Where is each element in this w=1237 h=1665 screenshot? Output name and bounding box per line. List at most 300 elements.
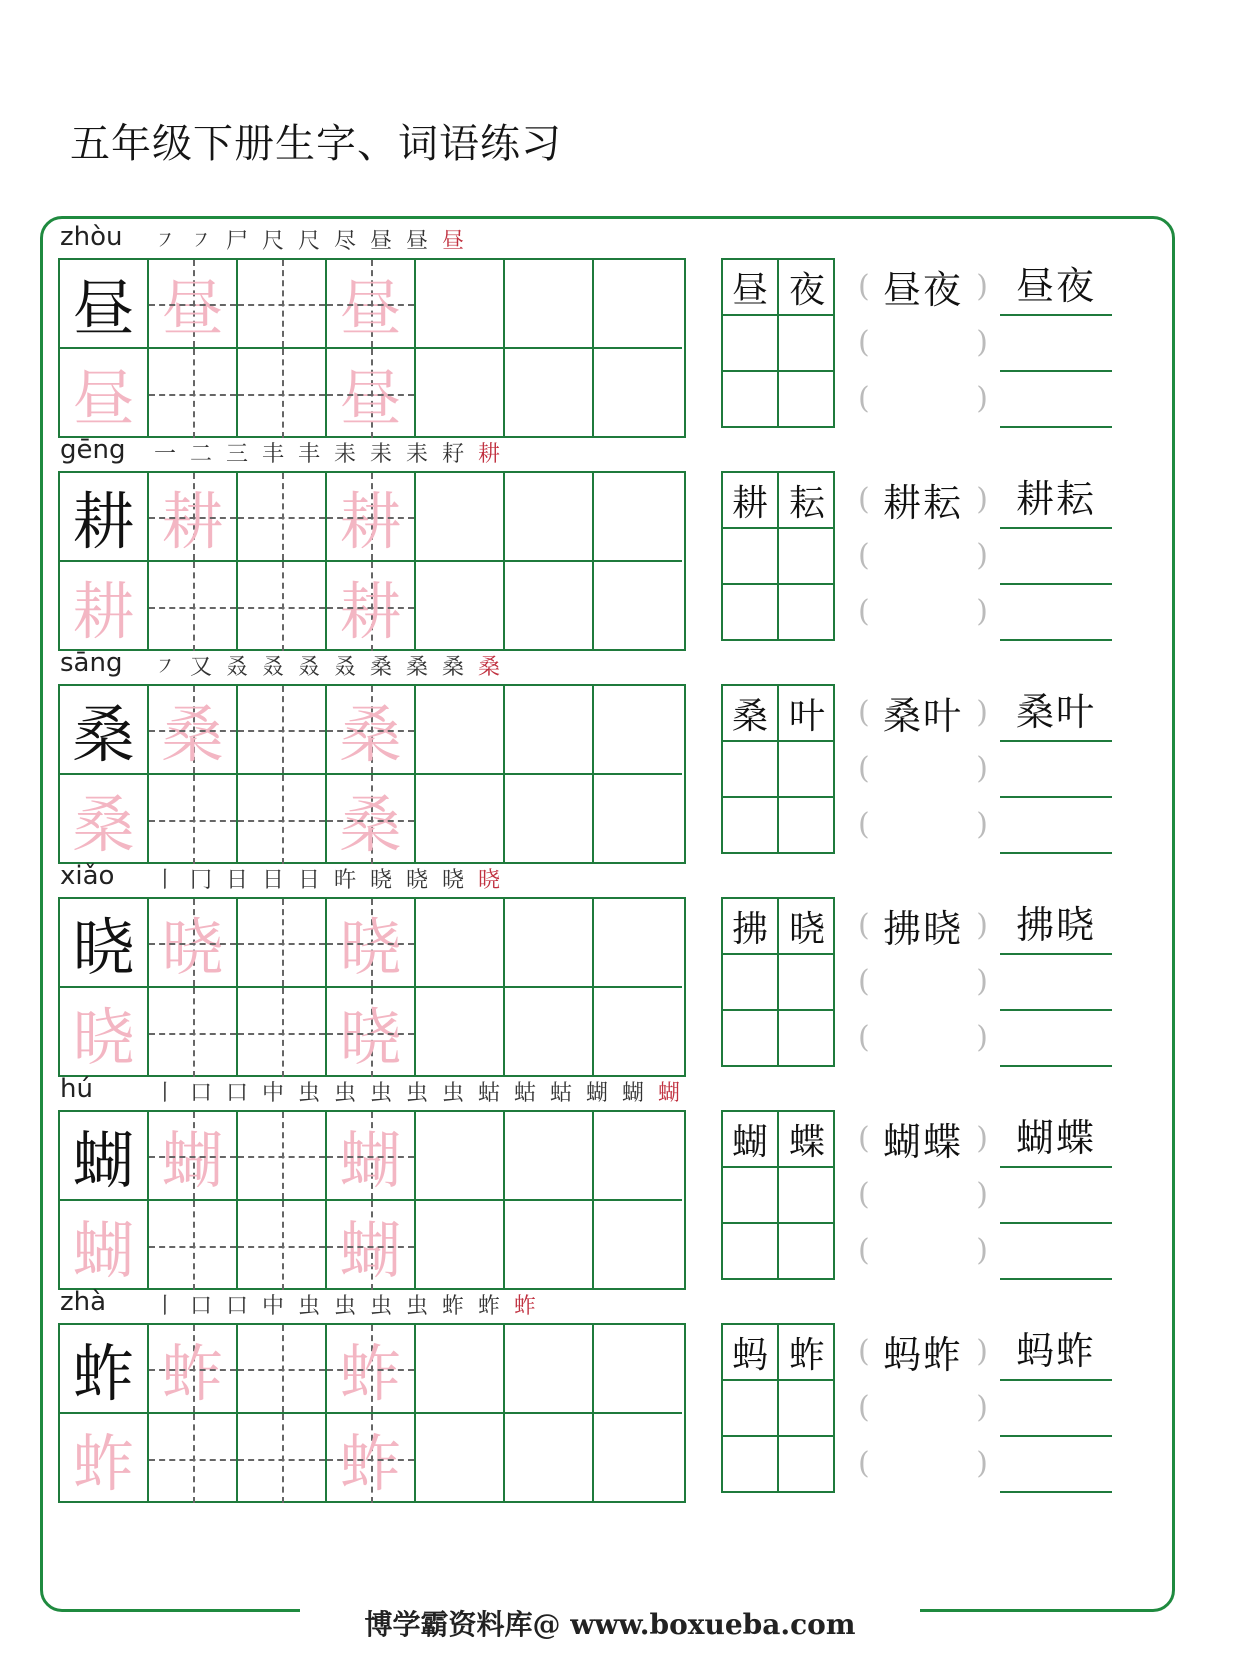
writing-cell[interactable] [149, 1201, 238, 1290]
trace-char: 蝴 [161, 1124, 224, 1197]
word-cell[interactable] [723, 686, 779, 742]
practice-grid [58, 1323, 686, 1503]
line-word [1000, 255, 1112, 310]
paren-left: ( [858, 324, 870, 360]
pinyin: sāng [60, 648, 123, 678]
stroke-step: 口 [189, 1294, 212, 1319]
model-char: 耕 [72, 485, 135, 558]
trace-char: 桑 [339, 698, 402, 771]
writing-cell[interactable] [505, 988, 594, 1077]
trace-char: 桑 [72, 788, 135, 861]
writing-cell[interactable] [416, 260, 505, 349]
word-char: 晓 [1056, 903, 1097, 947]
word-char: 蚂 [882, 1332, 923, 1377]
stroke-step: 一 [153, 442, 176, 467]
trace-char: 蚱 [161, 1337, 224, 1410]
paren-left: ( [858, 1445, 870, 1481]
paren-answer[interactable] [858, 953, 988, 1009]
writing-cell[interactable] [594, 686, 682, 775]
paren-left: ( [858, 1120, 870, 1156]
word-cell[interactable] [779, 1112, 835, 1168]
answer-line[interactable] [1000, 527, 1112, 585]
writing-cell[interactable] [594, 1325, 682, 1414]
stroke-order [150, 224, 468, 255]
paren-answer[interactable] [858, 370, 988, 426]
stroke-step: 口 [225, 1294, 248, 1319]
practice-grid [58, 1110, 686, 1290]
practice-grid [58, 897, 686, 1077]
paren-left: ( [858, 806, 870, 842]
word-cell[interactable] [779, 798, 835, 854]
paren-right: ) [976, 1019, 988, 1055]
stroke-step: 蚱 [441, 1294, 464, 1319]
writing-cell[interactable] [327, 686, 416, 775]
char-row [58, 648, 1158, 874]
paren-answer[interactable] [858, 1379, 988, 1435]
stroke-step: 日 [297, 868, 320, 893]
writing-cell[interactable] [505, 1325, 594, 1414]
answer-line[interactable] [1000, 1009, 1112, 1067]
stroke-step: 丨 [153, 1294, 176, 1319]
line-word [1000, 468, 1112, 523]
answer-line[interactable] [1000, 684, 1112, 742]
word-cell[interactable] [779, 473, 835, 529]
writing-cell[interactable] [505, 349, 594, 438]
char-row [58, 222, 1158, 448]
stroke-order [150, 1076, 684, 1107]
word-cell[interactable] [779, 1381, 835, 1437]
writing-cell[interactable] [416, 1201, 505, 1290]
writing-cell[interactable] [594, 260, 682, 349]
writing-cell[interactable] [60, 686, 149, 775]
paren-answer[interactable] [858, 740, 988, 796]
writing-cell[interactable] [416, 473, 505, 562]
paren-answer[interactable] [858, 684, 988, 740]
word-char: 晓 [788, 908, 825, 950]
word-cell[interactable] [723, 1437, 779, 1493]
paren-right: ) [976, 907, 988, 943]
word-cell[interactable] [723, 1168, 779, 1224]
paren-left: ( [858, 1333, 870, 1369]
word-cell[interactable] [723, 955, 779, 1011]
line-word [1000, 894, 1112, 949]
word-cell[interactable] [779, 316, 835, 372]
answer-line[interactable] [1000, 740, 1112, 798]
word-char: 拂 [731, 908, 768, 950]
stroke-step: 叒 [261, 655, 284, 680]
writing-cell[interactable] [60, 1325, 149, 1414]
paren-answer[interactable] [858, 1222, 988, 1278]
paren-right: ) [976, 1389, 988, 1425]
writing-cell[interactable] [594, 899, 682, 988]
stroke-step: 口 [189, 1081, 212, 1106]
stroke-step: 口 [225, 1081, 248, 1106]
word-char: 桑 [1015, 690, 1056, 734]
answer-line[interactable] [1000, 897, 1112, 955]
writing-cell[interactable] [327, 1112, 416, 1201]
paren-left: ( [858, 268, 870, 304]
paren-answer[interactable] [858, 1323, 988, 1379]
writing-cell[interactable] [505, 899, 594, 988]
writing-cell[interactable] [594, 988, 682, 1077]
writing-cell[interactable] [149, 349, 238, 438]
word-cell[interactable] [779, 742, 835, 798]
word-cell[interactable] [779, 1325, 835, 1381]
answer-line[interactable] [1000, 1323, 1112, 1381]
writing-cell[interactable] [416, 686, 505, 775]
word-cell[interactable] [723, 372, 779, 428]
word-char: 蚱 [1056, 1329, 1097, 1373]
answer-line[interactable] [1000, 583, 1112, 641]
paren-answer[interactable] [858, 258, 988, 314]
writing-cell[interactable] [327, 775, 416, 864]
word-cell[interactable] [779, 372, 835, 428]
stroke-step: 中 [261, 1294, 284, 1319]
paren-left: ( [858, 593, 870, 629]
paren-right: ) [976, 268, 988, 304]
stroke-step: 蝴 [585, 1081, 608, 1106]
stroke-step: 桑 [369, 655, 392, 680]
char-row [58, 1074, 1158, 1300]
answer-line[interactable] [1000, 1110, 1112, 1168]
model-char: 桑 [72, 698, 135, 771]
paren-right: ) [976, 963, 988, 999]
word-cell[interactable] [723, 529, 779, 585]
trace-char: 耕 [339, 485, 402, 558]
paren-right: ) [976, 1445, 988, 1481]
writing-cell[interactable] [416, 1112, 505, 1201]
writing-cell[interactable] [416, 775, 505, 864]
stroke-step: 冂 [189, 868, 212, 893]
writing-cell[interactable] [505, 1414, 594, 1503]
word-char: 夜 [923, 267, 964, 312]
word-cell[interactable] [723, 1381, 779, 1437]
writing-cell[interactable] [594, 1201, 682, 1290]
stroke-order [150, 437, 504, 468]
writing-cell[interactable] [149, 562, 238, 651]
word-cell[interactable] [779, 686, 835, 742]
paren-word [883, 898, 963, 953]
word-cell[interactable] [723, 1112, 779, 1168]
writing-cell[interactable] [149, 260, 238, 349]
paren-right: ) [976, 481, 988, 517]
answer-line[interactable] [1000, 1435, 1112, 1493]
paren-answer[interactable] [858, 314, 988, 370]
paren-answer[interactable] [858, 583, 988, 639]
stroke-step: 蛄 [513, 1081, 536, 1106]
word-cell[interactable] [779, 1437, 835, 1493]
stroke-step: 尺 [297, 229, 320, 254]
paren-right: ) [976, 750, 988, 786]
trace-char: 耕 [161, 485, 224, 558]
paren-left: ( [858, 537, 870, 573]
writing-cell[interactable] [416, 1414, 505, 1503]
trace-char: 晓 [339, 911, 402, 984]
writing-cell[interactable] [505, 260, 594, 349]
writing-cell[interactable] [416, 1325, 505, 1414]
writing-cell[interactable] [238, 1414, 327, 1503]
writing-cell[interactable] [416, 349, 505, 438]
word-char: 蚱 [923, 1332, 964, 1377]
stroke-step: 中 [261, 1081, 284, 1106]
practice-grid [58, 258, 686, 438]
pinyin: zhà [60, 1287, 107, 1317]
stroke-order [150, 1289, 540, 1320]
trace-char: 蚱 [339, 1337, 402, 1410]
writing-cell[interactable] [238, 349, 327, 438]
word-cell[interactable] [723, 316, 779, 372]
model-char: 晓 [72, 911, 135, 984]
stroke-step: 蝴 [657, 1081, 680, 1106]
stroke-step: 晓 [477, 868, 500, 893]
word-char: 昼 [882, 267, 923, 312]
writing-cell[interactable] [60, 1112, 149, 1201]
word-cell[interactable] [779, 1168, 835, 1224]
paren-left: ( [858, 1176, 870, 1212]
paren-right: ) [976, 694, 988, 730]
word-char: 蚂 [1015, 1329, 1056, 1373]
word-char: 蝶 [1056, 1116, 1097, 1160]
answer-line[interactable] [1000, 953, 1112, 1011]
writing-cell[interactable] [238, 899, 327, 988]
paren-word [883, 1324, 963, 1379]
stroke-step: 昼 [441, 229, 464, 254]
answer-line[interactable] [1000, 1222, 1112, 1280]
word-cell[interactable] [723, 1325, 779, 1381]
word-char: 蚱 [788, 1334, 825, 1376]
answer-line[interactable] [1000, 258, 1112, 316]
word-cell[interactable] [723, 899, 779, 955]
stroke-step: ㇇ [153, 229, 176, 254]
stroke-step: 叒 [333, 655, 356, 680]
writing-cell[interactable] [60, 473, 149, 562]
word-char: 耘 [923, 480, 964, 525]
writing-cell[interactable] [60, 260, 149, 349]
paren-right: ) [976, 1333, 988, 1369]
word-char: 蝶 [923, 1119, 964, 1164]
writing-cell[interactable] [594, 1414, 682, 1503]
paren-answer[interactable] [858, 796, 988, 852]
answer-line[interactable] [1000, 1379, 1112, 1437]
paren-answer[interactable] [858, 1166, 988, 1222]
trace-char: 耕 [72, 575, 135, 648]
writing-cell[interactable] [594, 1112, 682, 1201]
writing-cell[interactable] [60, 1201, 149, 1290]
stroke-step: 晓 [441, 868, 464, 893]
word-cell[interactable] [723, 742, 779, 798]
paren-right: ) [976, 1120, 988, 1156]
paren-right: ) [976, 380, 988, 416]
writing-cell[interactable] [505, 775, 594, 864]
writing-cell[interactable] [327, 473, 416, 562]
paren-word [883, 472, 963, 527]
model-char: 昼 [72, 272, 135, 345]
writing-cell[interactable] [238, 988, 327, 1077]
writing-cell[interactable] [149, 1414, 238, 1503]
writing-cell[interactable] [594, 775, 682, 864]
writing-cell[interactable] [238, 1112, 327, 1201]
writing-cell[interactable] [327, 988, 416, 1077]
paren-answer[interactable] [858, 897, 988, 953]
stroke-step: 虫 [369, 1294, 392, 1319]
word-cell[interactable] [723, 260, 779, 316]
word-char: 晓 [923, 906, 964, 951]
word-cell[interactable] [779, 955, 835, 1011]
writing-cell[interactable] [149, 1325, 238, 1414]
paren-left: ( [858, 1389, 870, 1425]
stroke-step: 丰 [297, 442, 320, 467]
pinyin: xiǎo [60, 861, 115, 891]
word-grid [721, 471, 835, 641]
trace-char: 昼 [72, 362, 135, 435]
word-char: 叶 [788, 695, 825, 737]
word-char: 蚂 [731, 1334, 768, 1376]
stroke-step: 虫 [441, 1081, 464, 1106]
trace-char: 昼 [339, 362, 402, 435]
word-char: 桑 [731, 695, 768, 737]
trace-char: 昼 [339, 272, 402, 345]
writing-cell[interactable] [594, 473, 682, 562]
writing-cell[interactable] [327, 1414, 416, 1503]
word-cell[interactable] [723, 473, 779, 529]
word-cell[interactable] [723, 1224, 779, 1280]
stroke-step: 虫 [297, 1294, 320, 1319]
stroke-step: 虫 [405, 1294, 428, 1319]
writing-cell[interactable] [60, 988, 149, 1077]
word-char: 拂 [882, 906, 923, 951]
trace-char: 耕 [339, 575, 402, 648]
stroke-step: 虫 [297, 1081, 320, 1106]
writing-cell[interactable] [327, 349, 416, 438]
pinyin: gēng [60, 435, 126, 465]
word-cell[interactable] [779, 899, 835, 955]
writing-cell[interactable] [327, 562, 416, 651]
word-cell[interactable] [779, 260, 835, 316]
paren-answer[interactable] [858, 1110, 988, 1166]
page-title: 五年级下册生字、词语练习 [70, 121, 562, 167]
word-cell[interactable] [723, 1011, 779, 1067]
writing-cell[interactable] [327, 1201, 416, 1290]
writing-cell[interactable] [327, 260, 416, 349]
stroke-step: 晓 [405, 868, 428, 893]
paren-right: ) [976, 1232, 988, 1268]
stroke-step: 日 [225, 868, 248, 893]
writing-cell[interactable] [416, 899, 505, 988]
writing-cell[interactable] [505, 473, 594, 562]
answer-line[interactable] [1000, 471, 1112, 529]
writing-cell[interactable] [238, 1201, 327, 1290]
stroke-step: 昼 [405, 229, 428, 254]
paren-answer[interactable] [858, 527, 988, 583]
stroke-step: 蚱 [513, 1294, 536, 1319]
writing-cell[interactable] [505, 1112, 594, 1201]
paren-right: ) [976, 1176, 988, 1212]
stroke-step: 蝴 [621, 1081, 644, 1106]
writing-cell[interactable] [60, 899, 149, 988]
writing-cell[interactable] [416, 562, 505, 651]
stroke-step: 丨 [153, 1081, 176, 1106]
writing-cell[interactable] [505, 562, 594, 651]
writing-cell[interactable] [238, 260, 327, 349]
word-cell[interactable] [723, 585, 779, 641]
trace-char: 蝴 [339, 1124, 402, 1197]
word-cell[interactable] [779, 529, 835, 585]
footer-watermark: 博学霸资料库@ www.boxueba.com [300, 1605, 920, 1645]
stroke-step: 虫 [369, 1081, 392, 1106]
writing-cell[interactable] [149, 1112, 238, 1201]
writing-cell[interactable] [60, 562, 149, 651]
char-row [58, 435, 1158, 661]
stroke-step: 二 [189, 442, 212, 467]
char-row [58, 861, 1158, 1087]
stroke-step: 桑 [405, 655, 428, 680]
stroke-step: ㇇ [153, 655, 176, 680]
writing-cell[interactable] [238, 562, 327, 651]
word-cell[interactable] [779, 585, 835, 641]
writing-cell[interactable] [505, 1201, 594, 1290]
char-row [58, 1287, 1158, 1513]
stroke-step: 叒 [225, 655, 248, 680]
stroke-order [150, 863, 504, 894]
answer-line[interactable] [1000, 1166, 1112, 1224]
writing-cell[interactable] [149, 899, 238, 988]
paren-word [883, 685, 963, 740]
word-char: 耕 [882, 480, 923, 525]
word-char: 耕 [1015, 477, 1056, 521]
writing-cell[interactable] [594, 562, 682, 651]
stroke-step: 昼 [369, 229, 392, 254]
word-char: 蝴 [731, 1121, 768, 1163]
word-cell[interactable] [779, 1011, 835, 1067]
paren-answer[interactable] [858, 471, 988, 527]
answer-line[interactable] [1000, 796, 1112, 854]
paren-answer[interactable] [858, 1435, 988, 1491]
word-cell[interactable] [779, 1224, 835, 1280]
word-char: 叶 [1056, 690, 1097, 734]
word-char: 蝶 [788, 1121, 825, 1163]
writing-cell[interactable] [238, 775, 327, 864]
writing-cell[interactable] [60, 775, 149, 864]
writing-cell[interactable] [505, 686, 594, 775]
writing-cell[interactable] [238, 1325, 327, 1414]
writing-cell[interactable] [149, 988, 238, 1077]
writing-cell[interactable] [416, 988, 505, 1077]
word-char: 拂 [1015, 903, 1056, 947]
writing-cell[interactable] [149, 686, 238, 775]
paren-left: ( [858, 907, 870, 943]
word-cell[interactable] [723, 798, 779, 854]
word-char: 耕 [731, 482, 768, 524]
paren-answer[interactable] [858, 1009, 988, 1065]
stroke-step: 蛄 [549, 1081, 572, 1106]
stroke-step: 耔 [441, 442, 464, 467]
writing-cell[interactable] [60, 349, 149, 438]
stroke-step: 耒 [333, 442, 356, 467]
word-char: 夜 [788, 269, 825, 311]
writing-cell[interactable] [327, 1325, 416, 1414]
answer-line[interactable] [1000, 370, 1112, 428]
writing-cell[interactable] [594, 349, 682, 438]
trace-char: 桑 [339, 788, 402, 861]
writing-cell[interactable] [238, 686, 327, 775]
stroke-step: 尺 [261, 229, 284, 254]
writing-cell[interactable] [149, 473, 238, 562]
answer-line[interactable] [1000, 314, 1112, 372]
writing-cell[interactable] [60, 1414, 149, 1503]
writing-cell[interactable] [149, 775, 238, 864]
writing-cell[interactable] [238, 473, 327, 562]
writing-cell[interactable] [327, 899, 416, 988]
